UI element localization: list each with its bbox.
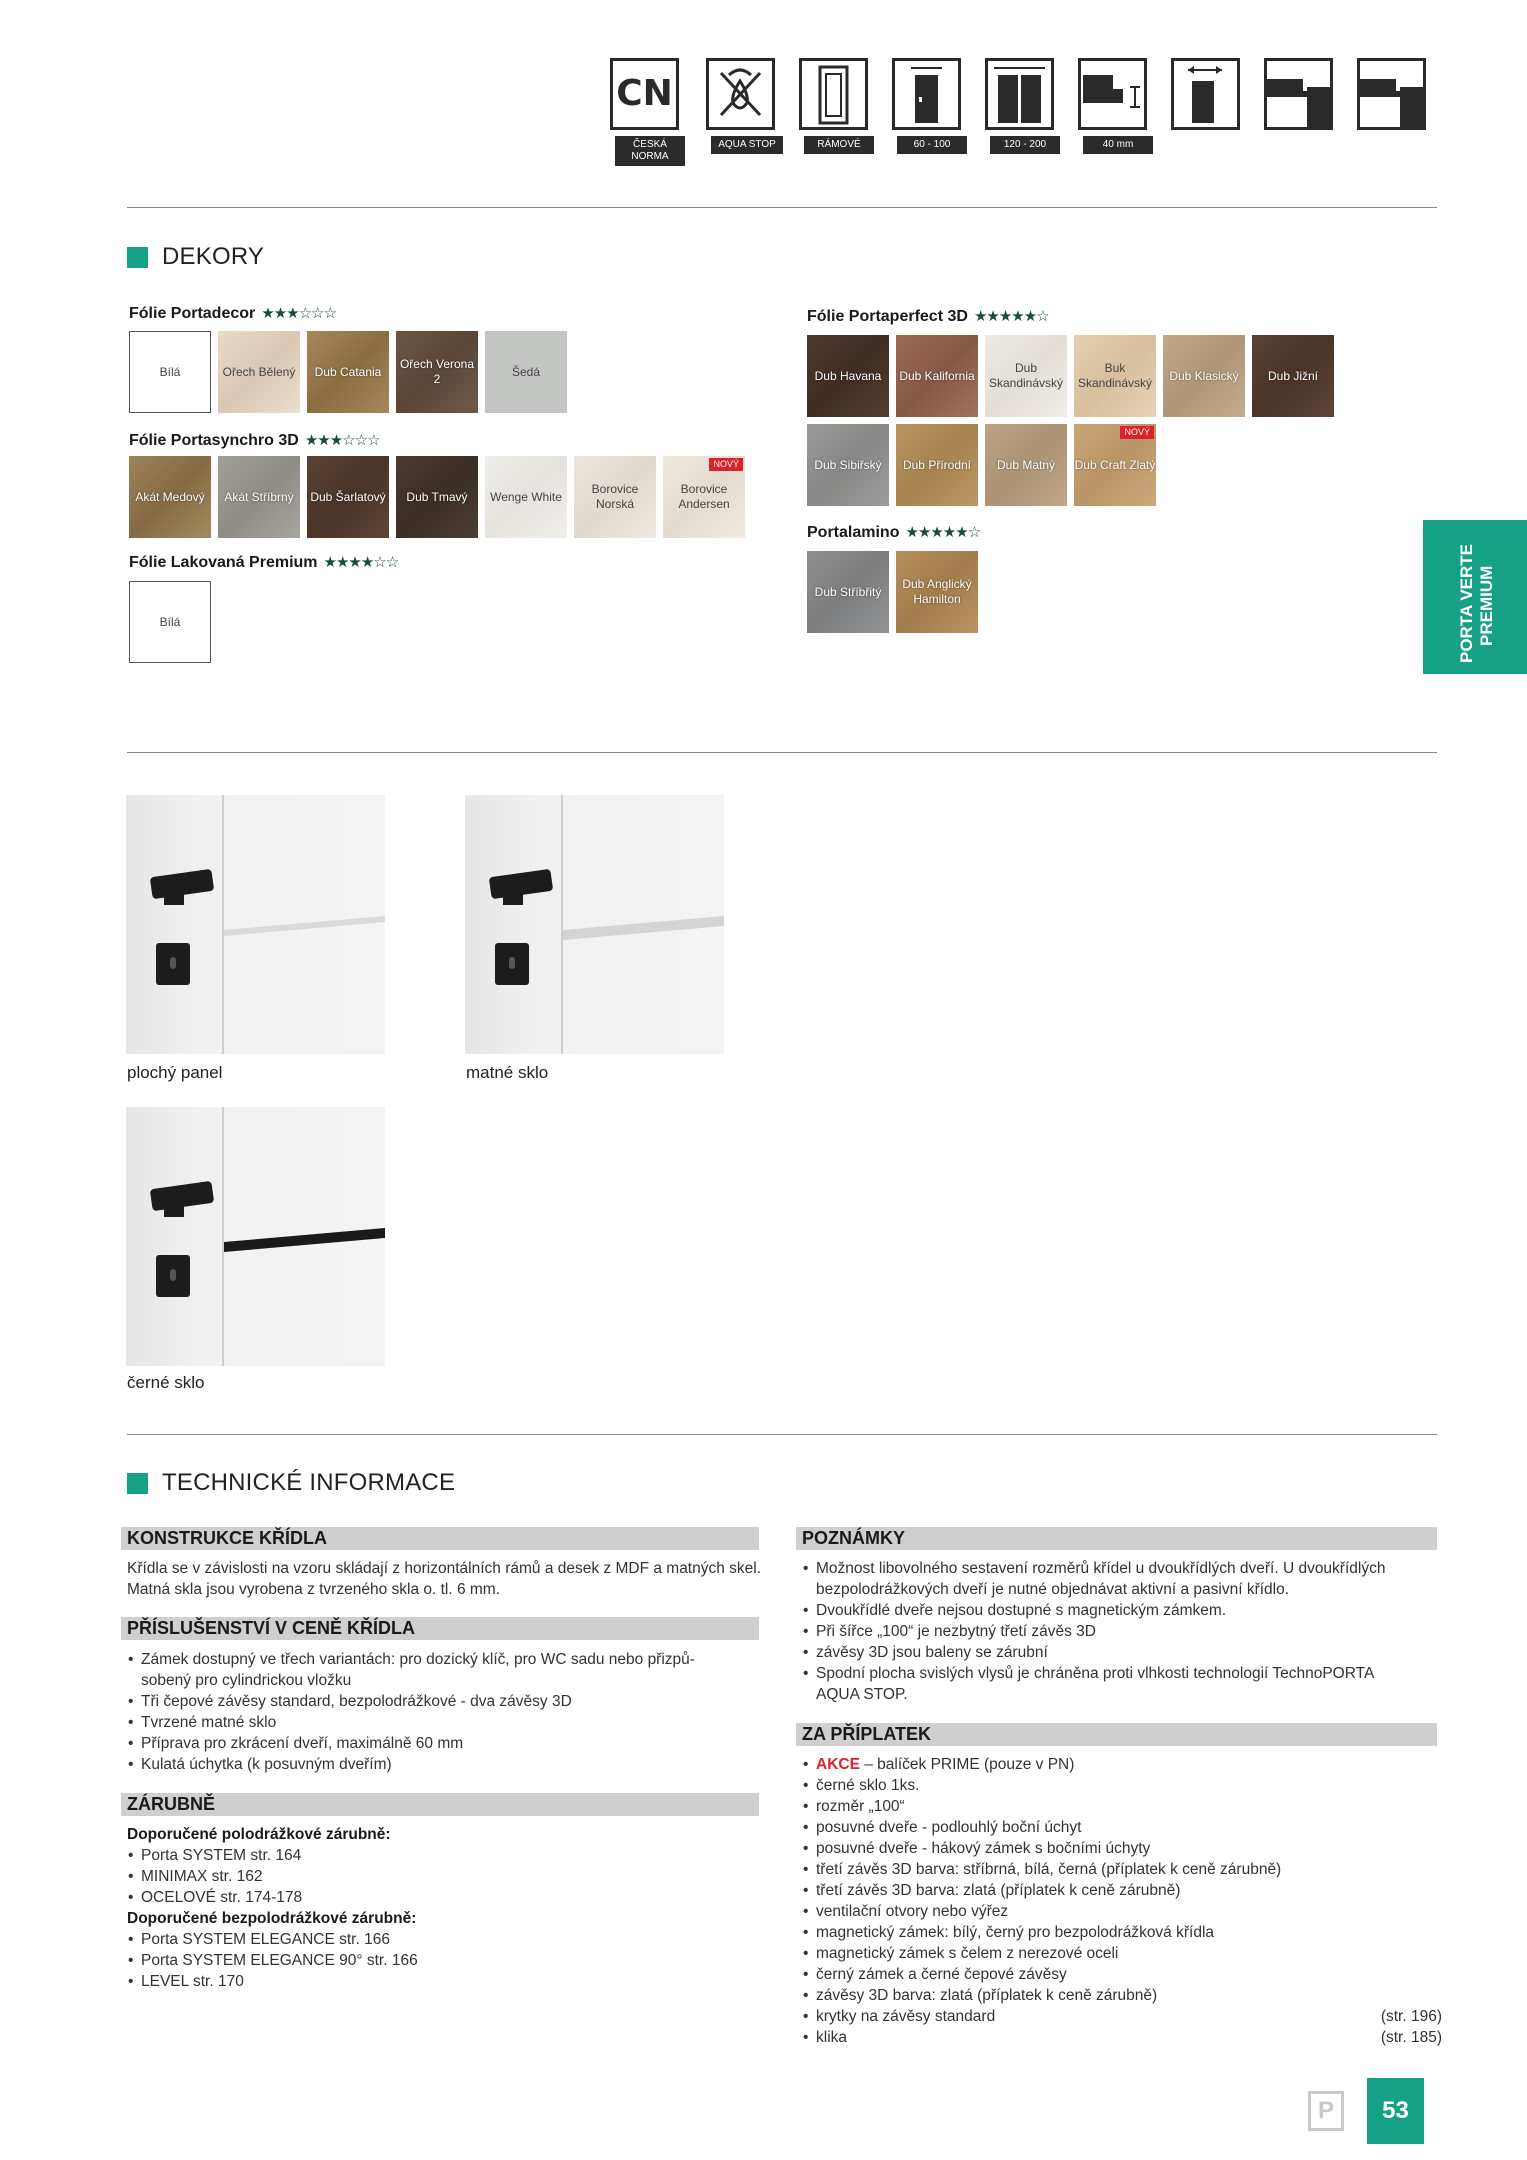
list-item: • posuvné dveře - podlouhlý boční úchyt <box>802 1817 1442 1838</box>
brand-logo-icon: P <box>1308 2091 1344 2131</box>
list-item: • OCELOVÉ str. 174-178 <box>127 1887 767 1908</box>
text-konstrukce: Křídla se v závislosti na vzoru skládají z horizontálních rámů a desek z MDF a matných skel. Matná skla jsou vyrobena z tvrzeného skla o. tl. 6 mm. <box>127 1560 762 1598</box>
divider <box>127 752 1437 753</box>
list-zarubne <box>127 1824 767 1992</box>
list-item: • Příprava pro zkrácení dveří, maximálně 60 mm <box>127 1733 767 1754</box>
list-item: • Porta SYSTEM str. 164 <box>127 1845 767 1866</box>
side-tab-line2: PREMIUM <box>1477 565 1496 646</box>
swatch-dub-craft-zlaty[interactable]: Dub Craft Zlatý NOVÝ <box>1074 424 1156 506</box>
group-name: Fólie Portadecor <box>129 305 256 322</box>
group-name: Fólie Portasynchro 3D <box>129 432 299 449</box>
icon-label-ramove: RÁMOVÉ <box>804 136 874 154</box>
list-item: • Porta SYSTEM ELEGANCE 90° str. 166 <box>127 1950 767 1971</box>
cn-text: CN <box>616 73 673 114</box>
aqua-stop-icon <box>706 58 775 130</box>
list-item: • Porta SYSTEM ELEGANCE str. 166 <box>127 1929 767 1950</box>
cn-norm-icon <box>610 58 679 130</box>
heading-poznamky: POZNÁMKY <box>796 1527 1437 1550</box>
swatch-dub-klasicky[interactable]: Dub Klasický <box>1163 335 1245 417</box>
rating-stars: ★★★★★☆ <box>905 524 981 541</box>
group-title-portasynchro <box>129 431 380 450</box>
keyhole-icon <box>156 943 190 985</box>
list-item: • závěsy 3D barva: zlatá (příplatek k ceně zárubně) <box>802 1985 1442 2006</box>
list-item: • Dvoukřídlé dveře nejsou dostupné s magnetickým zámkem. <box>802 1600 1442 1621</box>
side-tab-porta-verte-premium <box>1423 520 1527 674</box>
swatch-dub-prirodni[interactable]: Dub Přírodní <box>896 424 978 506</box>
page-number: 53 <box>1367 2078 1424 2144</box>
list-item: • Spodní plocha svislých vlysů je chráněna proti vlhkosti technologií TechnoPORTA AQUA STOP. <box>802 1663 1442 1705</box>
rating-stars: ★★★☆☆☆ <box>304 432 380 449</box>
page-ref: (str. 196) <box>1380 2008 1442 2025</box>
list-item-akce: • AKCE – balíček PRIME (pouze v PN) <box>802 1754 1442 1775</box>
list-item: • magnetický zámek: bílý, černý pro bezpolodrážková křídla <box>802 1922 1442 1943</box>
group-title-portaperfect <box>807 307 1049 326</box>
list-item: • Tvrzené matné sklo <box>127 1712 767 1733</box>
list-item: • třetí závěs 3D barva: stříbrná, bílá, černá (příplatek k ceně zárubně) <box>802 1859 1442 1880</box>
swatch-bila[interactable]: Bílá <box>129 331 211 413</box>
swatch-seda[interactable]: Šedá <box>485 331 567 413</box>
list-item: • Při šířce „100“ je nezbytný třetí závěs 3D <box>802 1621 1442 1642</box>
group-title-lakovana <box>129 553 398 572</box>
swatch-borovice-norska[interactable]: Borovice Norská <box>574 456 656 538</box>
sill-icon <box>1264 58 1333 130</box>
list-za-priplatek <box>802 1754 1442 2048</box>
list-item: • Tři čepové závěsy standard, bezpolodrážkové - dva závěsy 3D <box>127 1691 767 1712</box>
section-title-dekory: DEKORY <box>162 243 265 270</box>
rating-stars: ★★★★★☆ <box>973 308 1049 325</box>
list-item: • Zámek dostupný ve třech variantách: pro dozický klíč, pro WC sadu nebo přizpů- sobený pro cylindrickou vložku <box>127 1649 767 1691</box>
heading-za-priplatek: ZA PŘÍPLATEK <box>796 1723 1437 1746</box>
swatch-dub-sibirsky[interactable]: Dub Sibiřský <box>807 424 889 506</box>
list-prislusenstvi <box>127 1649 767 1775</box>
group-title-portalamino <box>807 523 980 542</box>
subheading-polodrazkove: Doporučené polodrážkové zárubně: <box>127 1826 391 1843</box>
swatch-dub-jizni[interactable]: Dub Jižní <box>1252 335 1334 417</box>
photo-cerne-sklo <box>126 1107 385 1366</box>
rating-stars: ★★★☆☆☆ <box>261 305 336 322</box>
keyhole-icon <box>495 943 529 985</box>
list-item: • MINIMAX str. 162 <box>127 1866 767 1887</box>
rating-stars: ★★★★☆☆ <box>323 554 399 571</box>
subheading-bezpolodrazkove: Doporučené bezpolodrážkové zárubně: <box>127 1910 417 1927</box>
swatch-dub-stribrity[interactable]: Dub Stříbřitý <box>807 551 889 633</box>
page-ref: (str. 185) <box>1380 2029 1442 2046</box>
swatch-dub-havana[interactable]: Dub Havana <box>807 335 889 417</box>
list-item: • klika (str. 185) <box>802 2027 1442 2048</box>
section-marker <box>127 1473 148 1494</box>
thickness-icon <box>1078 58 1147 130</box>
swatch-orech-beleny[interactable]: Ořech Bělený <box>218 331 300 413</box>
swatch-orech-verona[interactable]: Ořech Verona 2 <box>396 331 478 413</box>
group-name: Fólie Portaperfect 3D <box>807 308 968 325</box>
list-item: • krytky na závěsy standard (str. 196) <box>802 2006 1442 2027</box>
double-door-icon <box>985 58 1054 130</box>
list-item: • posuvné dveře - hákový zámek s bočními úchyty <box>802 1838 1442 1859</box>
swatch-dub-kalifornia[interactable]: Dub Kalifornia <box>896 335 978 417</box>
icon-label-width-single: 60 - 100 <box>897 136 967 154</box>
new-badge: NOVÝ <box>1120 426 1154 439</box>
list-item: • rozměr „100“ <box>802 1796 1442 1817</box>
heading-konstrukce: KONSTRUKCE KŘÍDLA <box>121 1527 759 1550</box>
icon-label-width-double: 120 - 200 <box>990 136 1060 154</box>
frame-door-icon <box>799 58 868 130</box>
list-item: • černé sklo 1ks. <box>802 1775 1442 1796</box>
group-name: Fólie Lakovaná Premium <box>129 554 318 571</box>
caption-matne-sklo: matné sklo <box>466 1063 549 1082</box>
side-tab-line1: PORTA VERTE <box>1457 543 1476 663</box>
photo-matne-sklo <box>465 795 724 1054</box>
caption-cerne-sklo: černé sklo <box>127 1373 205 1392</box>
heading-prislusenstvi: PŘÍSLUŠENSTVÍ V CENĚ KŘÍDLA <box>121 1617 759 1640</box>
swatch-akat-medovy[interactable]: Akát Medový <box>129 456 211 538</box>
single-door-icon <box>892 58 961 130</box>
swatch-borovice-andersen[interactable]: Borovice Andersen NOVÝ <box>663 456 745 538</box>
list-poznamky <box>802 1558 1442 1705</box>
swatch-lakovana-bila[interactable]: Bílá <box>129 581 211 663</box>
photo-plochy-panel <box>126 795 385 1054</box>
swatch-dub-skandinavsky[interactable]: Dub Skandinávský <box>985 335 1067 417</box>
keyhole-icon <box>156 1255 190 1297</box>
icon-label-ceska-norma: ČESKÁ NORMA <box>615 136 685 166</box>
list-item: • závěsy 3D jsou baleny se zárubní <box>802 1642 1442 1663</box>
icon-label-aqua-stop: AQUA STOP <box>711 136 783 154</box>
swatch-wenge-white[interactable]: Wenge White <box>485 456 567 538</box>
divider <box>127 207 1437 208</box>
width-icon <box>1171 58 1240 130</box>
section-title-technicke: TECHNICKÉ INFORMACE <box>162 1469 456 1496</box>
icon-label-thickness: 40 mm <box>1083 136 1153 154</box>
list-item: • třetí závěs 3D barva: zlatá (příplatek k ceně zárubně) <box>802 1880 1442 1901</box>
divider <box>127 1434 1437 1435</box>
swatch-dub-anglicky-hamilton[interactable]: Dub Anglický Hamilton <box>896 551 978 633</box>
swatch-akat-stribrny[interactable]: Akát Stříbrný <box>218 456 300 538</box>
list-item: • ventilační otvory nebo výřez <box>802 1901 1442 1922</box>
sill-alt-icon <box>1357 58 1426 130</box>
list-item: • Kulatá úchytka (k posuvným dveřím) <box>127 1754 767 1775</box>
list-item: • magnetický zámek s čelem z nerezové oceli <box>802 1943 1442 1964</box>
swatch-dub-sarlatovy[interactable]: Dub Šarlatový <box>307 456 389 538</box>
akce-label: AKCE <box>816 1756 860 1773</box>
new-badge: NOVÝ <box>709 458 743 471</box>
section-marker <box>127 247 148 268</box>
list-item: • LEVEL str. 170 <box>127 1971 767 1992</box>
caption-plochy-panel: plochý panel <box>127 1063 223 1082</box>
heading-zarubne: ZÁRUBNĚ <box>121 1793 759 1816</box>
group-title-portadecor <box>129 304 336 323</box>
group-name: Portalamino <box>807 524 900 541</box>
list-item: • Možnost libovolného sestavení rozměrů křídel u dvoukřídlých dveří. U dvoukřídlých bezpolodrážkových dveří je nutné objednávat aktivní a pasivní křídlo. <box>802 1558 1442 1600</box>
swatch-dub-tmavy[interactable]: Dub Tmavý <box>396 456 478 538</box>
swatch-dub-catania[interactable]: Dub Catania <box>307 331 389 413</box>
swatch-dub-matny[interactable]: Dub Matný <box>985 424 1067 506</box>
list-item: • černý zámek a černé čepové závěsy <box>802 1964 1442 1985</box>
swatch-buk-skandinavsky[interactable]: Buk Skandinávský <box>1074 335 1156 417</box>
